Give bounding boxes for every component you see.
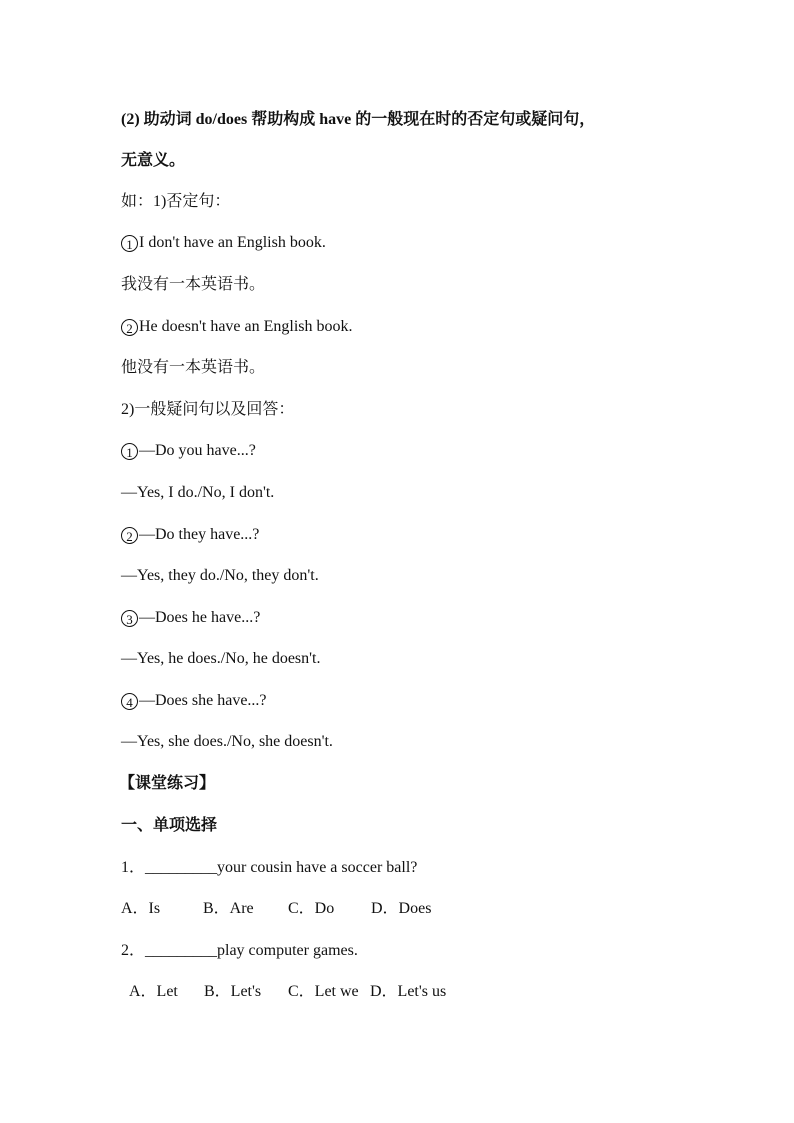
question-4 [121, 691, 267, 711]
circled-number: 4 [121, 693, 138, 710]
negative-example-1-translation: 我没有一本英语书。 [121, 276, 266, 293]
option-b: B．Are [203, 900, 254, 917]
question-3 [121, 608, 260, 628]
section-1-title: 一、单项选择 [121, 817, 218, 834]
answer-1: —Yes, I do./No, I don't. [121, 484, 275, 501]
answer-3: —Yes, he does./No, he doesn't. [121, 650, 321, 667]
negative-example-1 [121, 233, 326, 253]
question-text: —Does he have...? [139, 609, 261, 626]
circled-number: 3 [121, 610, 138, 627]
rule-2-line-1: (2) 助动词 do/does 帮助构成 have 的一般现在时的否定句或疑问句， [121, 111, 596, 128]
option-b: B．Let's [204, 983, 262, 1000]
option-c: C．Let we [288, 983, 359, 1000]
exercise-1-options [121, 899, 431, 919]
circled-number: 2 [121, 527, 138, 544]
question-text: —Does she have...? [139, 692, 267, 709]
exercise-2-options [129, 982, 446, 1002]
circled-number: 1 [121, 235, 138, 252]
question-heading: 2)一般疑问句以及回答： [121, 401, 295, 418]
option-d: D．Does [371, 900, 432, 917]
option-d: D．Let's us [370, 983, 447, 1000]
question-text: —Do they have...? [139, 526, 260, 543]
option-a: A．Is [121, 900, 161, 917]
practice-title: 【课堂练习】 [119, 775, 216, 792]
negative-example-2 [121, 317, 353, 337]
circled-number: 1 [121, 443, 138, 460]
question-text: —Do you have...? [139, 442, 256, 459]
example-text: He doesn't have an English book. [139, 318, 353, 335]
circled-number: 2 [121, 319, 138, 336]
rule-2-line-2: 无意义。 [121, 152, 186, 169]
example-text: I don't have an English book. [139, 234, 326, 251]
answer-2: —Yes, they do./No, they don't. [121, 567, 319, 584]
question-2 [121, 525, 259, 545]
option-c: C．Do [288, 900, 335, 917]
negative-example-2-translation: 他没有一本英语书。 [121, 359, 266, 376]
option-a: A．Let [129, 983, 178, 1000]
question-1 [121, 441, 256, 461]
exercise-2-question: 2．_________play computer games. [121, 942, 358, 959]
negative-heading: 如：1)否定句： [121, 193, 231, 210]
exercise-1-question: 1．_________your cousin have a soccer ball? [121, 859, 418, 876]
answer-4: —Yes, she does./No, she doesn't. [121, 733, 333, 750]
